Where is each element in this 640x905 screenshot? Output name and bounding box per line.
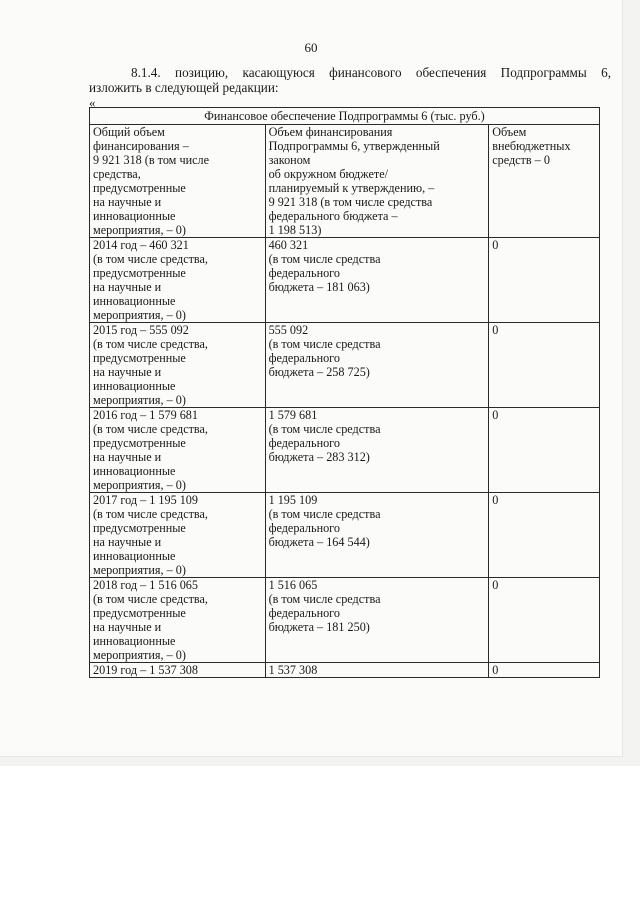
- cell-line: (в том числе средства,: [93, 592, 208, 606]
- cell-line: 2015 год – 555 092: [93, 323, 189, 337]
- cell-line: законом: [268, 153, 311, 167]
- cell-line: 2014 год – 460 321: [93, 238, 189, 252]
- cell-line: 2019 год – 1 537 308: [93, 663, 198, 677]
- cell-line: федерального: [268, 436, 340, 450]
- cell-line: предусмотренные: [93, 351, 186, 365]
- cell-line: 1 195 109: [268, 493, 318, 507]
- table-title-row: [90, 108, 600, 125]
- cell-line: мероприятия, – 0): [93, 648, 186, 662]
- opening-quote-mark: «: [89, 95, 96, 110]
- cell-line: на научные и: [93, 620, 162, 634]
- cell-line: инновационные: [93, 209, 176, 223]
- cell-line: Объем финансирования: [268, 125, 393, 139]
- intro-line-1: 8.1.4. позицию, касающуюся финансового обеспечения Подпрограммы 6,: [131, 65, 611, 80]
- year-total-cell: [90, 408, 266, 493]
- table-header-row: [90, 125, 600, 238]
- cell-line: инновационные: [93, 549, 176, 563]
- approved-amount-cell: [265, 408, 489, 493]
- cell-line: Подпрограммы 6, утвержденный: [268, 139, 440, 153]
- cell-line: предусмотренные: [93, 606, 186, 620]
- approved-amount-cell: [265, 238, 489, 323]
- cell-line: планируемый к утверждению, –: [268, 181, 435, 195]
- cell-line: 2016 год – 1 579 681: [93, 408, 198, 422]
- cell-line: 1 579 681: [268, 408, 318, 422]
- header-total-financing: [90, 125, 266, 238]
- cell-line: бюджета – 181 063): [268, 280, 370, 294]
- cell-line: на научные и: [93, 280, 162, 294]
- extrabudget-cell: 0: [489, 323, 600, 408]
- cell-line: Объем: [492, 125, 527, 139]
- cell-line: на научные и: [93, 450, 162, 464]
- cell-line: 2018 год – 1 516 065: [93, 578, 198, 592]
- cell-line: на научные и: [93, 535, 162, 549]
- extrabudget-cell: 0: [489, 238, 600, 323]
- cell-line: на научные и: [93, 365, 162, 379]
- cell-line: федерального: [268, 606, 340, 620]
- cell-line: 2017 год – 1 195 109: [93, 493, 198, 507]
- cell-line: (в том числе средства,: [93, 252, 208, 266]
- cell-line: мероприятия, – 0): [93, 563, 186, 577]
- cell-line: (в том числе средства: [268, 592, 381, 606]
- cell-line: мероприятия, – 0): [93, 223, 186, 237]
- cell-line: об окружном бюджете/: [268, 167, 389, 181]
- cell-line: инновационные: [93, 294, 176, 308]
- page-number: 60: [304, 40, 318, 55]
- blank-area: [0, 766, 640, 905]
- year-total-cell: [90, 663, 266, 678]
- approved-amount-cell: [265, 578, 489, 663]
- cell-line: 1 198 513): [268, 223, 322, 237]
- cell-line: инновационные: [93, 379, 176, 393]
- cell-line: федерального: [268, 266, 340, 280]
- cell-line: мероприятия, – 0): [93, 393, 186, 407]
- table-title: Финансовое обеспечение Подпрограммы 6 (тыс. руб.): [90, 108, 600, 125]
- cell-line: на научные и: [93, 195, 162, 209]
- cell-line: мероприятия, – 0): [93, 308, 186, 322]
- cell-line: предусмотренные: [93, 181, 186, 195]
- cell-line: внебюджетных: [492, 139, 571, 153]
- approved-amount-cell: [265, 663, 489, 678]
- table-row: [90, 493, 600, 578]
- cell-line: (в том числе средства,: [93, 337, 208, 351]
- approved-amount-cell: [265, 493, 489, 578]
- year-total-cell: [90, 323, 266, 408]
- extrabudget-cell: 0: [489, 493, 600, 578]
- cell-line: инновационные: [93, 634, 176, 648]
- cell-line: предусмотренные: [93, 266, 186, 280]
- cell-line: финансирования –: [93, 139, 189, 153]
- header-extrabudget: [489, 125, 600, 238]
- cell-line: инновационные: [93, 464, 176, 478]
- year-total-cell: [90, 493, 266, 578]
- cell-line: предусмотренные: [93, 521, 186, 535]
- year-total-cell: [90, 238, 266, 323]
- year-total-cell: [90, 578, 266, 663]
- financing-table: [89, 107, 600, 678]
- cell-line: (в том числе средства,: [93, 422, 208, 436]
- cell-line: средства,: [93, 167, 141, 181]
- cell-line: (в том числе средства,: [93, 507, 208, 521]
- cell-line: предусмотренные: [93, 436, 186, 450]
- cell-line: 1 537 308: [268, 663, 318, 677]
- cell-line: бюджета – 283 312): [268, 450, 370, 464]
- extrabudget-cell: 0: [489, 578, 600, 663]
- cell-line: 555 092: [268, 323, 309, 337]
- cell-line: федерального бюджета –: [268, 209, 398, 223]
- cell-line: (в том числе средства: [268, 507, 381, 521]
- cell-line: средств – 0: [492, 153, 550, 167]
- cell-line: федерального: [268, 521, 340, 535]
- cell-line: 9 921 318 (в том числе средства: [268, 195, 433, 209]
- header-approved-financing: [265, 125, 489, 238]
- extrabudget-cell: 0: [489, 408, 600, 493]
- cell-line: 9 921 318 (в том числе: [93, 153, 209, 167]
- cell-line: мероприятия, – 0): [93, 478, 186, 492]
- table-row: [90, 323, 600, 408]
- cell-line: 1 516 065: [268, 578, 318, 592]
- intro-line-2: изложить в следующей редакции:: [89, 80, 279, 95]
- intro-paragraph: [89, 65, 611, 95]
- cell-line: (в том числе средства: [268, 422, 381, 436]
- table-row: [90, 408, 600, 493]
- cell-line: Общий объем: [93, 125, 165, 139]
- cell-line: 460 321: [268, 238, 309, 252]
- cell-line: (в том числе средства: [268, 252, 381, 266]
- table-row: [90, 238, 600, 323]
- cell-line: бюджета – 164 544): [268, 535, 370, 549]
- cell-line: (в том числе средства: [268, 337, 381, 351]
- cell-line: бюджета – 181 250): [268, 620, 370, 634]
- table-row: [90, 663, 600, 678]
- cell-line: федерального: [268, 351, 340, 365]
- table-row: [90, 578, 600, 663]
- cell-line: бюджета – 258 725): [268, 365, 370, 379]
- approved-amount-cell: [265, 323, 489, 408]
- extrabudget-cell: 0: [489, 663, 600, 678]
